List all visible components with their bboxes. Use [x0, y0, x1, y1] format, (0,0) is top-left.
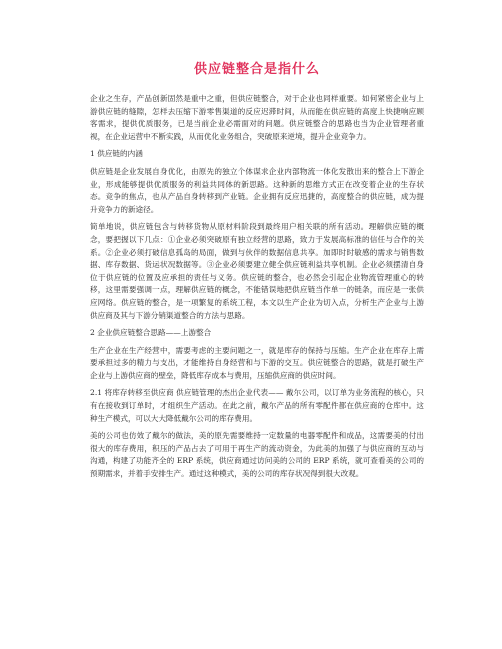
paragraph: 供应链是企业发展自身优化，由原先的独立个体谋求企业内部物流一体化发散出来的整合上下游企业，形成能够提供优质服务的利益共同体的新思路。这种新的思维方式正在改变着企业的生存状态。竞争的焦点，也从产品自身转移到产业链。企业拥有反应迅捷的，高度整合的供应链，成为提升竞争力的新途径。 — [90, 166, 424, 214]
paragraph: 美的公司也仿效了戴尔的做法，美的原先需要维持一定数量的电器零配件和成品，这需要美的付出很大的库存费用，积压的产品占去了可用于再生产的流动资金，为此美的加强了与供应商的互动与沟通，构建了功能齐全的 ERP 系统，供应商通过访问美的公司的 ERP 系统，就可查看美的公司的预期需求，并着手安排生产。通过这种模式，美的公司的库存状况得到很大改观。 — [90, 431, 424, 479]
section-heading: 1 供应链的内涵 — [90, 149, 143, 159]
paragraph: 简单地说，供应链包含与转移货物从原材料阶段到最终用户相关联的所有活动。理解供应链的概念，要把握以下几点：①企业必须突破原有独立经营的思路，致力于发展高标准的信任与合作的关系。②企业必须打破信息孤岛的局面，做到与伙伴的数据信息共享。加即时时敏感的需求与销售数据、库存数据、货运状况数据等。③企业必须要建立健全供应链利益共享机制。企业必须摆清自身位于供应链的位置及应承担的责任与义务。供应链的整合，也必然会引起企业物流管理重心的转移，这里需要强调一点，理解供应链的概念，不能错误地把供应链当作单一的链条，而应是一张供应网络。供应链的整合，是一项繁复的系统工程，本文以生产企业为切入点，分析生产企业与上游供应商及其与下游分销渠道整合的方法与思路。 — [90, 222, 424, 320]
page-title: 供应链整合是指什么 — [193, 62, 320, 77]
document-body — [90, 93, 424, 481]
paragraph: 企业之生存，产品创新固然是重中之重，但供应链整合，对于企业也同样重要。如何紧密企业与上游供应链的缝隙，怎样去压缩下游零售渠道的反应迟滞时间，从而能在供应链的高度上快捷响应顾客需求，提供优质服务，已是当前企业必需面对的问题。供应链整合的思路也当为企业管理者重视，在企业运营中不断实践，从而优化业务组合，突破原来逆境，提升企业竞争力。 — [90, 94, 424, 141]
paragraph: 生产企业在生产经营中，需要考虑的主要问题之一，就是库存的保持与压缩。生产企业在库存上需要承担过多的精力与支出，才能维持自身经营和与下游的交互。供应链整合的思路，就是打破生产企业与上游供应商的壁垒，降低库存成本与费用，压缩供应商的供应时间。 — [90, 345, 424, 380]
paragraph: 2.1 将库存转移至供应商 供应链管理的杰出企业代表—— 戴尔公司，以订单为业务流程的核心，只有在接收到订单时，才组织生产活动。在此之前，戴尔产品的所有零配件都在供应商的仓库中。这种生产模式，可以大大降低戴尔公司的库存费用。 — [90, 388, 424, 423]
section-heading: 2 企业供应链整合思路——上游整合 — [90, 328, 212, 338]
